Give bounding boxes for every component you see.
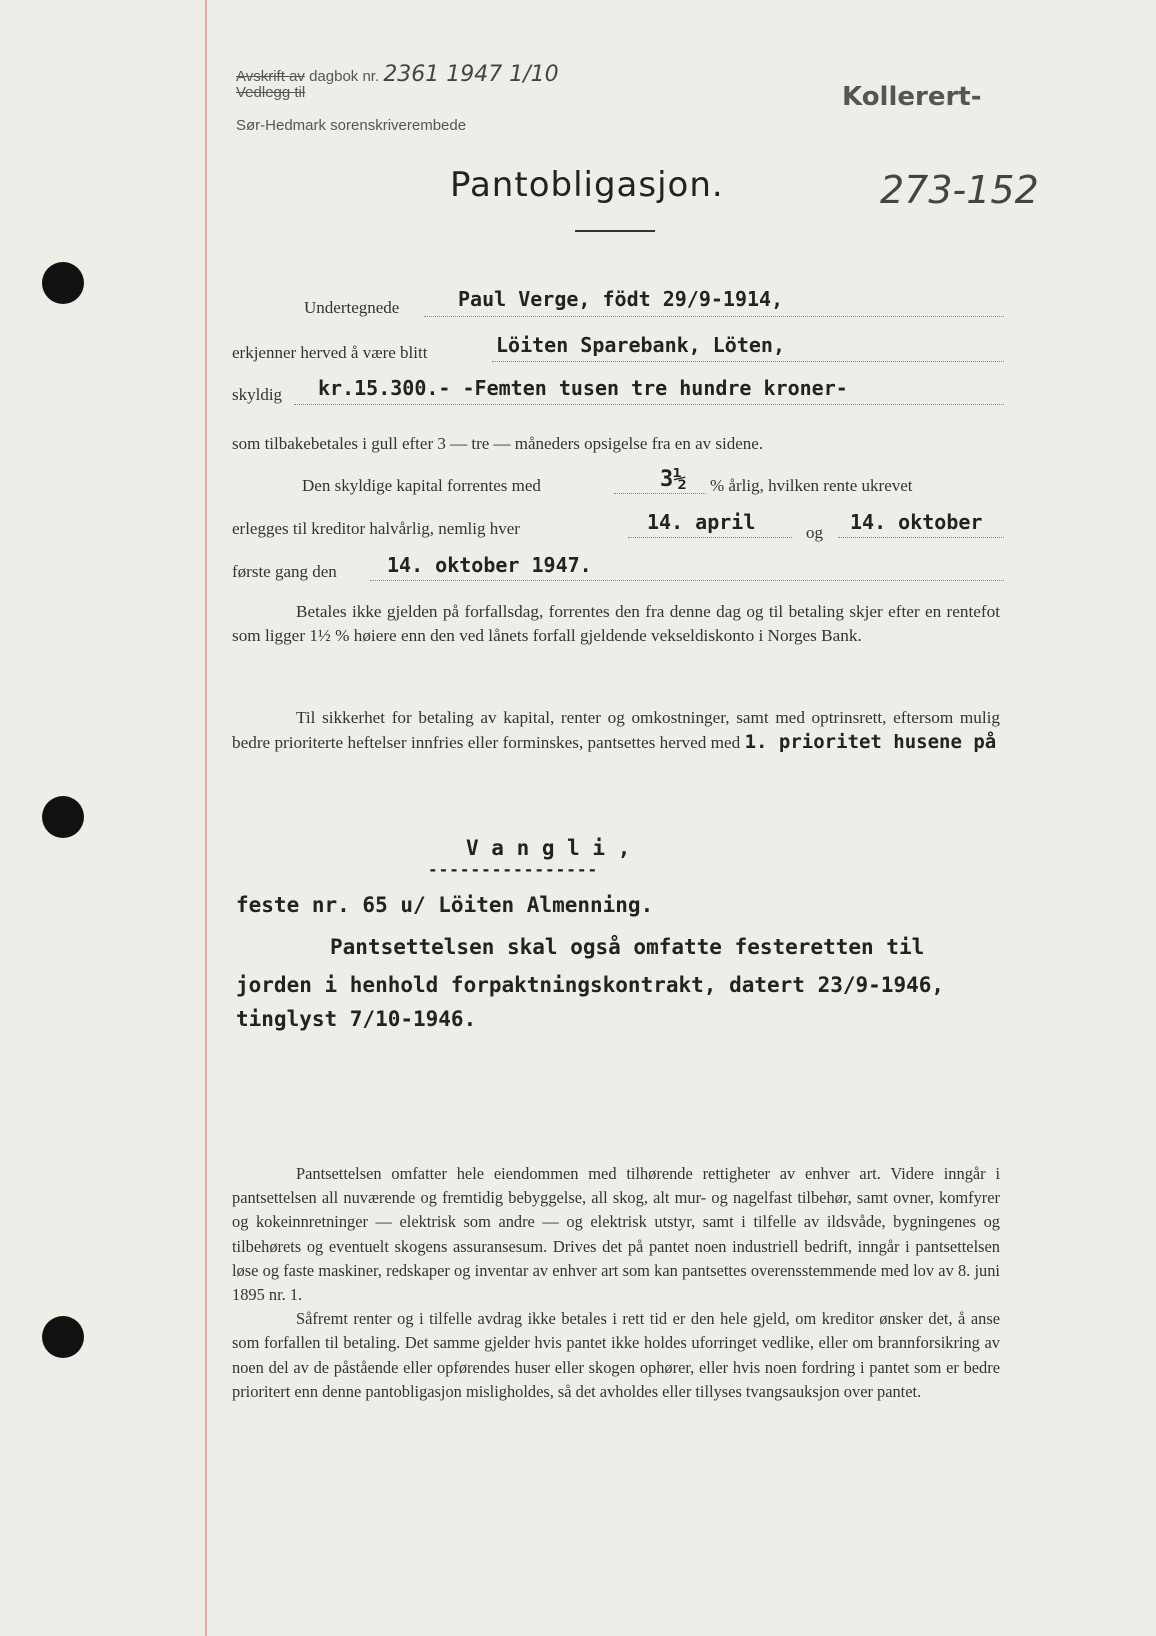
payment-date-2: 14. oktober <box>850 510 983 534</box>
undertegnede-label: Undertegnede <box>304 298 400 317</box>
punch-hole <box>42 796 84 838</box>
security-text <box>232 706 1000 756</box>
creditor-value: Löiten Sparebank, Löten, <box>496 333 785 357</box>
interest-suffix: % årlig, hvilken rente ukrevet <box>710 476 913 495</box>
header-dagbok-number: 2361 1947 1/10 <box>383 62 559 87</box>
punch-hole <box>42 1316 84 1358</box>
erkjenner-label: erkjenner herved å være blitt <box>232 343 428 362</box>
typed-line-1: feste nr. 65 u/ Löiten Almenning. <box>236 893 654 917</box>
typed-line-3: jorden i henhold forpaktningskontrakt, datert 23/9-1946, <box>236 973 945 997</box>
property-underline: ---------------- <box>428 860 599 879</box>
dotted-line <box>294 404 1004 405</box>
header-office: Sør-Hedmark sorenskriverembede <box>236 117 467 134</box>
fine-print-paragraph-2: Såfremt renter og i tilfelle avdrag ikke betales i rett tid er den hele gjeld, om kreditor ønsker det, å anse som forfallen til betaling. Det samme gjelder hvis pantet ikke holdes uforringet vedlike, eller om brannforsikring av noen del av de påstående eller opførendes huser eller skogen ophører, eller hvis noen fordring i pantet som er bedre prioritert enn denne pantobligasjon misligholdes, så det avholdes eller tillyses tvangsauksjon over pantet. <box>232 1309 1000 1401</box>
repayment-line: som tilbakebetales i gull efter 3 — tre — måneders opsigelse fra en av sidene. <box>232 434 764 453</box>
dotted-line <box>492 361 1004 362</box>
interest-rate: 3½ <box>660 467 687 492</box>
header-dagbok-label: dagbok nr. <box>309 68 380 85</box>
fine-print-paragraph-1: Pantsettelsen omfatter hele eiendommen med tilhørende rettigheter av enhver art. Videre inngår i pantsettelsen all nuværende og fremtidig bebyggelse, all skog, alt mur- og nagelfast tilbehør, samt ovner, komfyrer og kokeinnretninger — elektrisk som andre — og elektrisk utstyr, samt i tilfelle av ildsvåde, bygningenes og tilbehørets og eventuelt skogens assuransesum. Drives det på pantet noen industriell bedrift, inngår i pantsettelsen løse og faste maskiner, redskaper og inventar av enhver art som kan pantsettes overensstemmende med lov av 8. juni 1895 nr. 1. <box>232 1164 1000 1305</box>
header-struck-text: Avskrift av <box>236 68 305 85</box>
title-rule <box>575 230 655 232</box>
dotted-line <box>370 580 1004 581</box>
punch-hole <box>42 262 84 304</box>
dotted-line <box>838 537 1004 538</box>
property-name: V a n g l i , <box>466 836 631 860</box>
fine-print <box>232 1162 1000 1404</box>
typed-line-2: Pantsettelsen skal også omfatte festeretten til <box>330 935 925 959</box>
dotted-line <box>424 316 1004 317</box>
og-label: og <box>806 523 823 542</box>
stamp: Kollerert- <box>842 82 982 112</box>
document-title: Pantobligasjon. <box>450 165 724 205</box>
security-priority: 1. prioritet husene på <box>744 731 997 754</box>
amount-value: kr.15.300.- -Femten tusen tre hundre kroner- <box>318 376 848 400</box>
payment-date-1: 14. april <box>647 510 756 534</box>
first-payment-date: 14. oktober 1947. <box>387 553 592 577</box>
dotted-line <box>628 537 792 538</box>
security-text-body: Til sikkerhet for betaling av kapital, renter og omkostninger, samt med optrinsrett, eftersom mulig bedre prioriterte heftelser innfries eller forminskes, pantsettes herved med <box>232 708 1000 753</box>
undertegnede-value: Paul Verge, födt 29/9-1914, <box>458 287 784 311</box>
skyldig-label: skyldig <box>232 385 283 404</box>
default-interest-text: Betales ikke gjelden på forfallsdag, forrentes den fra denne dag og til betaling skjer efter en rentefot som ligger 1½ % høiere enn den ved lånets forfall gjeldende vekseldiskonto i Norges Bank. <box>232 602 1000 646</box>
margin-line <box>205 0 207 1636</box>
interest-label: Den skyldige kapital forrentes med <box>302 476 541 495</box>
header-struck-text-2: Vedlegg til <box>236 84 306 101</box>
typed-line-4: tinglyst 7/10-1946. <box>236 1007 477 1031</box>
default-interest-paragraph <box>232 600 1000 649</box>
dotted-line <box>614 493 706 494</box>
payment-label: erlegges til kreditor halvårlig, nemlig hver <box>232 519 520 538</box>
reference-number: 273-152 <box>880 168 1039 212</box>
first-payment-label: første gang den <box>232 562 337 581</box>
security-paragraph <box>232 706 1000 756</box>
